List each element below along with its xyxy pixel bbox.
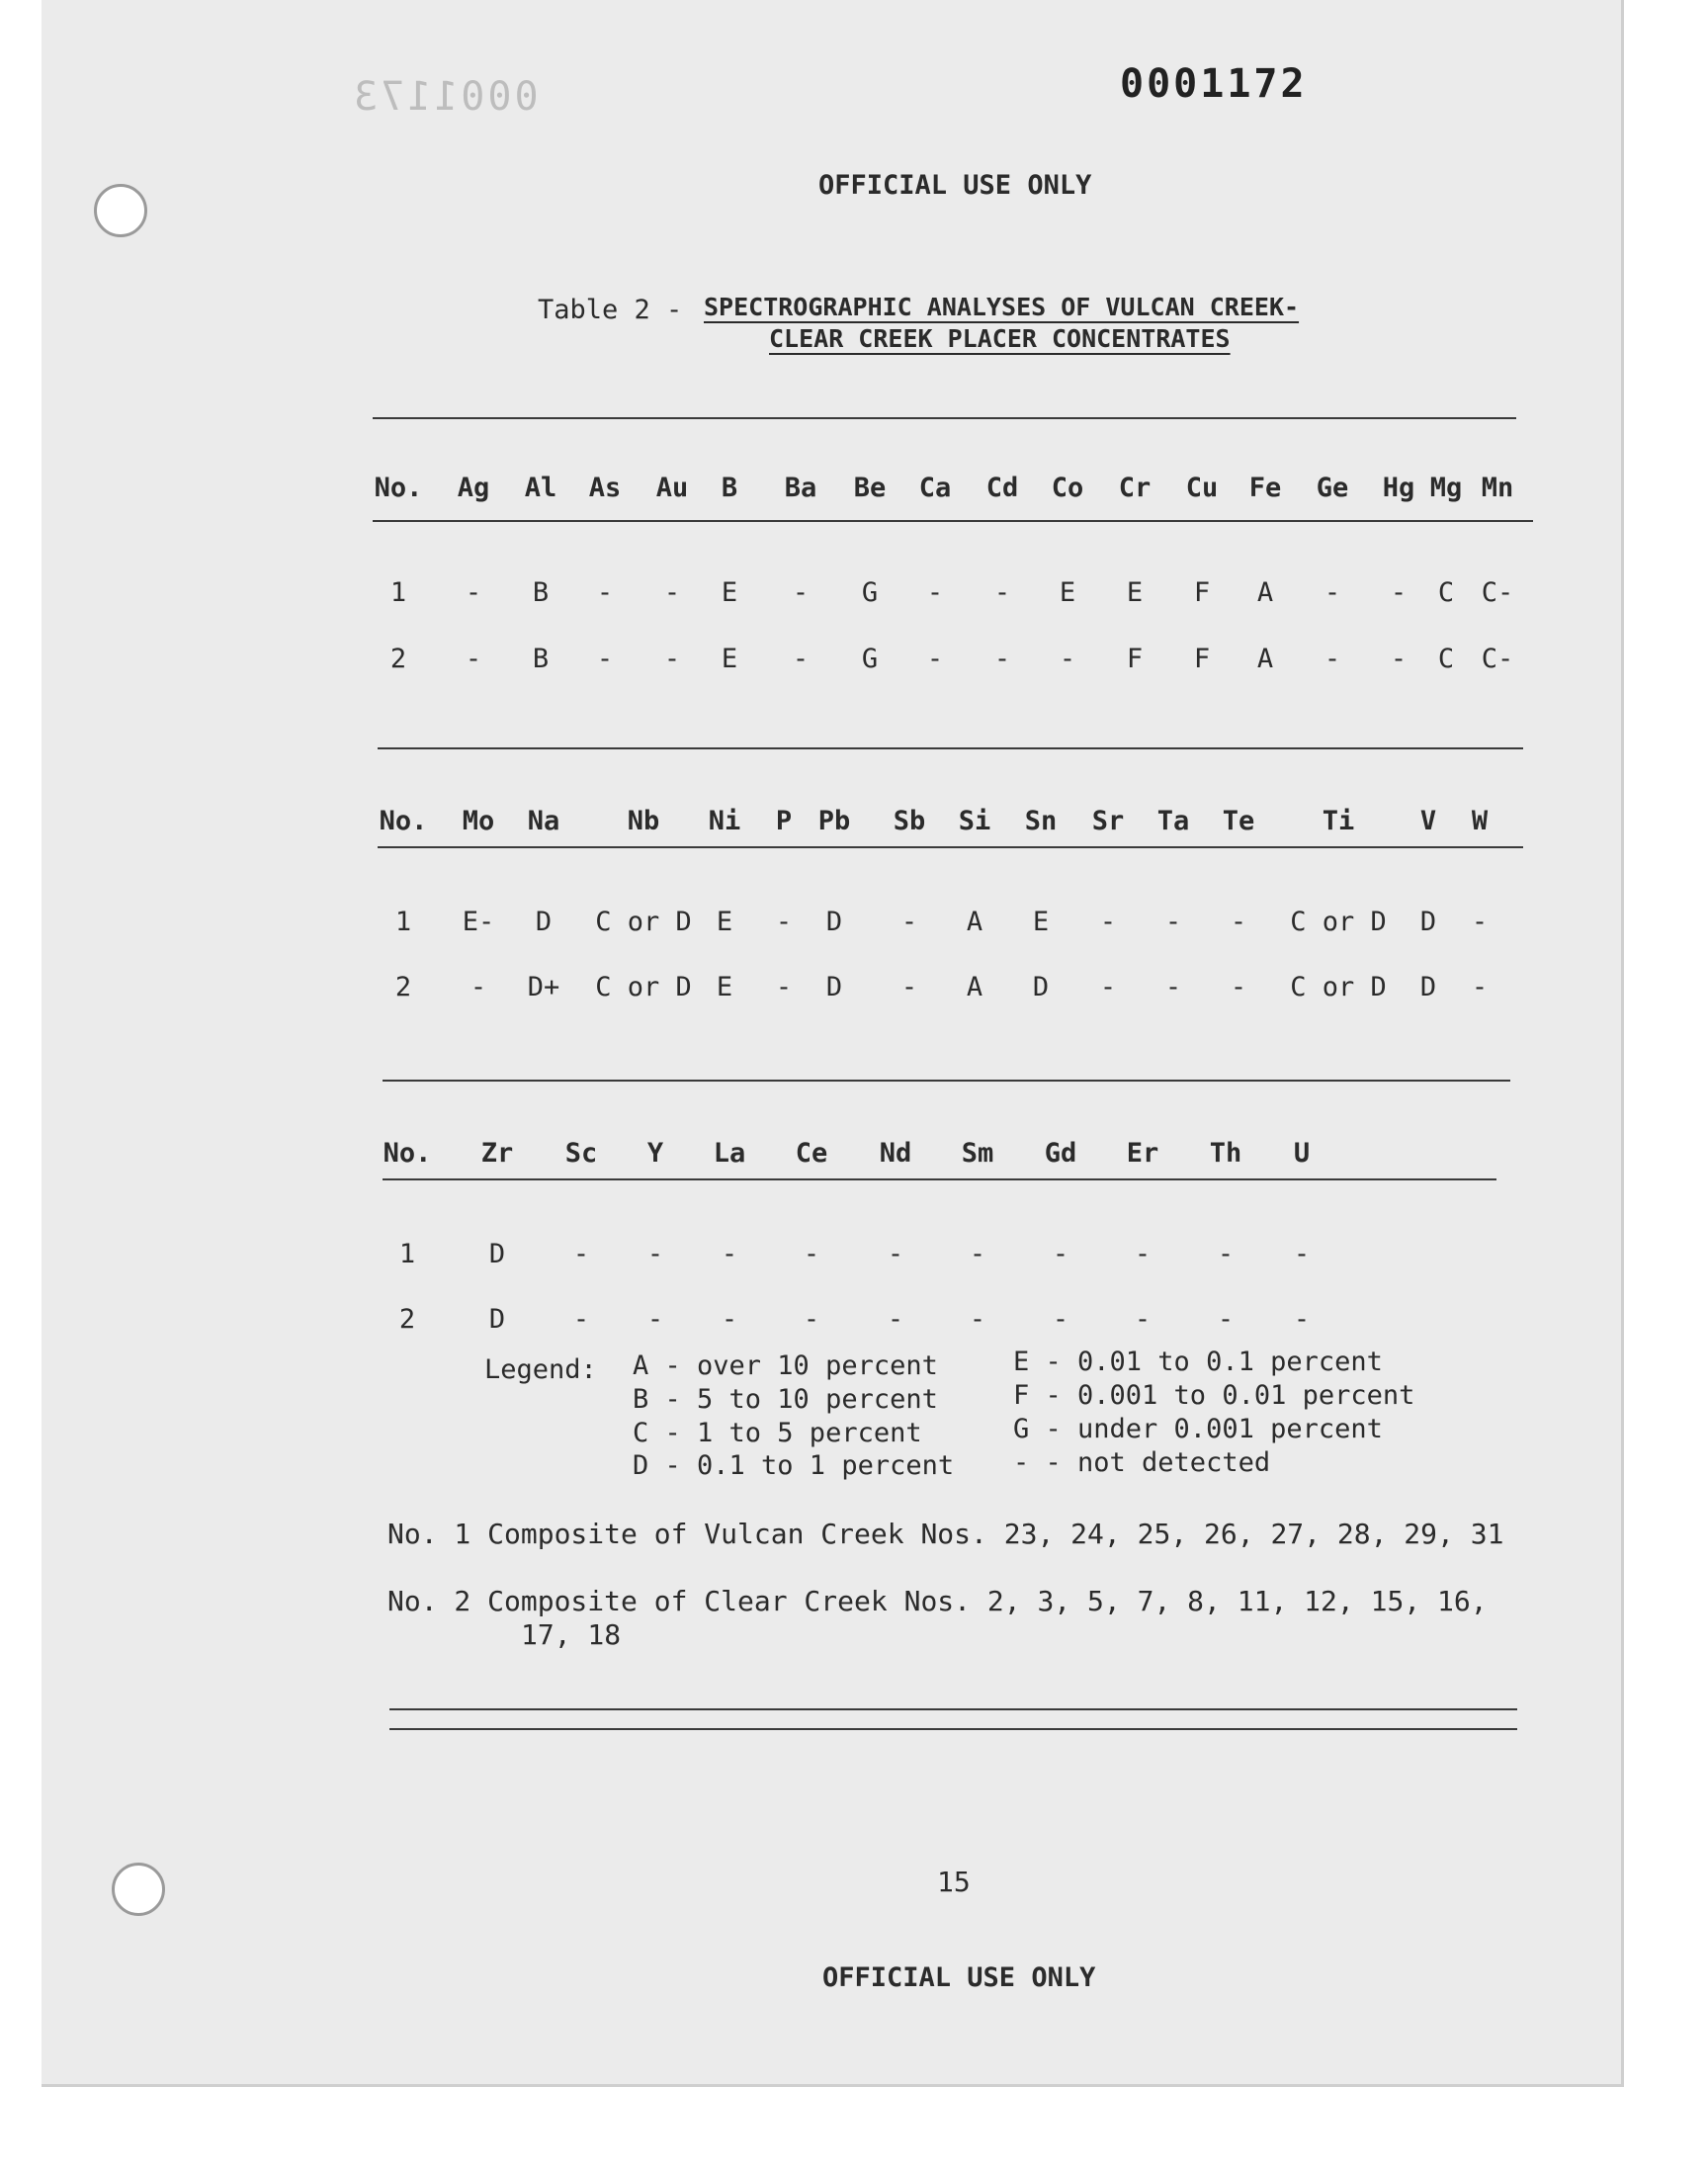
table1-header-rule — [373, 520, 1533, 522]
table3-header-cell: Gd — [1044, 1138, 1077, 1169]
table1-data-cell: F — [1193, 577, 1211, 608]
table3-data-cell: D — [488, 1239, 506, 1269]
table3-data-cell: - — [572, 1239, 590, 1269]
table2-data-cell: - — [1471, 972, 1489, 1002]
table1-data-cell: - — [792, 644, 810, 674]
table2-header-cell: Sn — [1024, 806, 1058, 836]
table1-header-cell: Al — [524, 473, 557, 503]
page-number: 15 — [937, 1866, 971, 1898]
table1-data-cell: - — [663, 644, 681, 674]
table2-header-rule — [378, 846, 1523, 848]
legend-entry-c: C - 1 to 5 percent — [633, 1418, 922, 1448]
table3-data-cell: - — [1217, 1239, 1235, 1269]
table1-data-cell: E — [721, 577, 738, 608]
table1-data-cell: - — [926, 644, 944, 674]
table2-header-cell: Mo — [462, 806, 495, 836]
table2-data-cell: 2 — [394, 972, 412, 1002]
legend-entry-e: E - 0.01 to 0.1 percent — [1013, 1347, 1383, 1377]
table1-header-cell: As — [588, 473, 622, 503]
table2-data-cell: - — [775, 972, 793, 1002]
table1-data-cell: G — [861, 577, 879, 608]
table2-header-cell: V — [1419, 806, 1437, 836]
table3-header-cell: Nd — [879, 1138, 912, 1169]
table3-data-cell: - — [1293, 1239, 1311, 1269]
table2-data-cell: E — [1032, 907, 1050, 937]
table1-header-cell: Hg — [1382, 473, 1415, 503]
table1-data-cell: - — [792, 577, 810, 608]
table3-header-cell: Sc — [564, 1138, 598, 1169]
table2-data-cell: C or D — [595, 972, 692, 1002]
table2-data-cell: - — [1164, 907, 1182, 937]
table1-data-cell: - — [465, 644, 482, 674]
table2-data-cell: - — [900, 907, 918, 937]
note-sample-2-line-1: No. 2 Composite of Clear Creek Nos. 2, 3, 5, 7, 8, 11, 12, 15, 16, — [387, 1585, 1488, 1617]
legend-label: Legend: — [484, 1354, 597, 1385]
table1-data-cell: G — [861, 644, 879, 674]
table2-data-cell: - — [1099, 972, 1117, 1002]
table2-data-cell: D+ — [527, 972, 560, 1002]
table1-header-cell: Fe — [1248, 473, 1282, 503]
table1-data-cell: - — [1324, 577, 1341, 608]
table3-data-cell: 2 — [398, 1304, 416, 1335]
table3-header-cell: No. — [383, 1138, 432, 1169]
table3-data-cell: - — [646, 1304, 664, 1335]
table-title-line-1: SPECTROGRAPHIC ANALYSES OF VULCAN CREEK- — [704, 293, 1300, 321]
table3-data-cell: - — [721, 1239, 738, 1269]
table2-data-cell: C or D — [1290, 907, 1387, 937]
document-number: 0001172 — [1120, 61, 1308, 107]
table2-data-cell: - — [1230, 972, 1247, 1002]
table2-header-cell: No. — [379, 806, 428, 836]
legend-entry-d: D - 0.1 to 1 percent — [633, 1450, 955, 1481]
table1-data-cell: F — [1193, 644, 1211, 674]
table3-data-cell: - — [1217, 1304, 1235, 1335]
table2-header-cell: Na — [527, 806, 560, 836]
table1-data-cell: A — [1256, 644, 1274, 674]
table1-data-cell: - — [465, 577, 482, 608]
table1-data-cell: C- — [1481, 644, 1514, 674]
table2-header-cell: Te — [1222, 806, 1255, 836]
table1-header-cell: Ca — [918, 473, 952, 503]
table3-header-cell: Y — [646, 1138, 664, 1169]
table3-data-cell: - — [969, 1304, 986, 1335]
table3-header-cell: Er — [1126, 1138, 1159, 1169]
table2-header-cell: Ni — [708, 806, 741, 836]
table1-data-cell: F — [1126, 644, 1144, 674]
table1-data-cell: - — [1059, 644, 1076, 674]
table2-header-cell: Ta — [1156, 806, 1190, 836]
table1-data-cell: - — [1390, 577, 1408, 608]
table3-data-cell: D — [488, 1304, 506, 1335]
table3-data-cell: - — [1134, 1239, 1152, 1269]
table1-data-cell: - — [993, 577, 1011, 608]
table3-data-cell: - — [1052, 1304, 1069, 1335]
table2-data-cell: 1 — [394, 907, 412, 937]
table2-data-cell: D — [535, 907, 553, 937]
table3-header-rule — [383, 1178, 1496, 1180]
closing-double-rule-lower — [389, 1728, 1517, 1730]
table3-data-cell: - — [572, 1304, 590, 1335]
table1-data-cell: B — [532, 577, 550, 608]
table1-header-cell: Au — [655, 473, 689, 503]
classification-marking-top: OFFICIAL USE ONLY — [818, 170, 1092, 201]
table2-data-cell: - — [1164, 972, 1182, 1002]
table3-data-cell: - — [969, 1239, 986, 1269]
table1-data-cell: A — [1256, 577, 1274, 608]
table1-data-cell: 1 — [389, 577, 407, 608]
classification-marking-bottom: OFFICIAL USE ONLY — [822, 1962, 1096, 1993]
table-title-prefix: Table 2 - — [538, 295, 683, 325]
table3-header-cell: Sm — [961, 1138, 994, 1169]
table1-data-cell: - — [1390, 644, 1408, 674]
table3-data-cell: - — [646, 1239, 664, 1269]
table1-data-cell: E — [721, 644, 738, 674]
table2-data-cell: C or D — [1290, 972, 1387, 1002]
table2-header-cell: Sr — [1091, 806, 1125, 836]
table1-header-cell: Mn — [1481, 473, 1514, 503]
table1-header-cell: Co — [1051, 473, 1084, 503]
table2-data-cell: - — [1471, 907, 1489, 937]
table2-data-cell: E — [716, 907, 733, 937]
table2-header-cell: Pb — [817, 806, 851, 836]
document-number-bleedthrough: 0001173 — [351, 74, 539, 120]
closing-double-rule-upper — [389, 1708, 1517, 1710]
table3-data-cell: - — [1052, 1239, 1069, 1269]
table2-data-cell: D — [1419, 972, 1437, 1002]
table3-data-cell: 1 — [398, 1239, 416, 1269]
note-sample-1: No. 1 Composite of Vulcan Creek Nos. 23, 24, 25, 26, 27, 28, 29, 31 — [387, 1518, 1504, 1550]
table3-header-cell: Th — [1209, 1138, 1242, 1169]
legend-entry-g: G - under 0.001 percent — [1013, 1414, 1383, 1444]
table1-header-cell: Ag — [457, 473, 490, 503]
table1-data-cell: - — [596, 644, 614, 674]
table1-header-cell: Ba — [784, 473, 817, 503]
table1-data-cell: E — [1126, 577, 1144, 608]
table2-data-cell: E- — [462, 907, 495, 937]
table1-data-cell: - — [993, 644, 1011, 674]
table3-data-cell: - — [887, 1239, 904, 1269]
table2-data-cell: - — [900, 972, 918, 1002]
table2-data-cell: D — [825, 972, 843, 1002]
table2-data-cell: D — [825, 907, 843, 937]
table1-data-cell: 2 — [389, 644, 407, 674]
note-sample-2-line-2: 17, 18 — [521, 1618, 622, 1651]
table2-data-cell: E — [716, 972, 733, 1002]
table1-header-cell: Ge — [1316, 473, 1349, 503]
table3-data-cell: - — [803, 1304, 820, 1335]
table3-data-cell: - — [803, 1239, 820, 1269]
table1-header-cell: B — [721, 473, 738, 503]
table2-header-cell: P — [775, 806, 793, 836]
table3-data-cell: - — [887, 1304, 904, 1335]
table-title-line-2: CLEAR CREEK PLACER CONCENTRATES — [769, 324, 1231, 353]
table3-header-cell: Zr — [480, 1138, 514, 1169]
table2-data-cell: - — [470, 972, 487, 1002]
table2-data-cell: - — [775, 907, 793, 937]
table2-data-cell: C or D — [595, 907, 692, 937]
table1-data-cell: - — [1324, 644, 1341, 674]
table2-data-cell: D — [1032, 972, 1050, 1002]
table3-top-rule — [383, 1080, 1510, 1082]
table3-data-cell: - — [1293, 1304, 1311, 1335]
table3-header-cell: Ce — [795, 1138, 828, 1169]
table3-header-cell: U — [1293, 1138, 1311, 1169]
table1-data-cell: C — [1437, 577, 1455, 608]
table1-header-cell: Mg — [1429, 473, 1463, 503]
table3-data-cell: - — [721, 1304, 738, 1335]
table2-top-rule — [378, 747, 1523, 749]
table1-header-cell: Cr — [1118, 473, 1152, 503]
table2-header-cell: Si — [958, 806, 991, 836]
table1-header-cell: Be — [853, 473, 887, 503]
legend-entry-b: B - 5 to 10 percent — [633, 1384, 938, 1415]
table2-header-cell: W — [1471, 806, 1489, 836]
table3-data-cell: - — [1134, 1304, 1152, 1335]
table2-data-cell: - — [1230, 907, 1247, 937]
legend-entry-not-detected: - - not detected — [1013, 1447, 1271, 1478]
table1-data-cell: C- — [1481, 577, 1514, 608]
table2-header-cell: Sb — [893, 806, 926, 836]
table2-data-cell: A — [966, 907, 983, 937]
table1-data-cell: - — [596, 577, 614, 608]
table1-header-cell: No. — [374, 473, 423, 503]
table2-data-cell: D — [1419, 907, 1437, 937]
table1-data-cell: - — [663, 577, 681, 608]
table1-top-rule — [373, 417, 1516, 419]
table1-data-cell: - — [926, 577, 944, 608]
table1-data-cell: C — [1437, 644, 1455, 674]
table1-data-cell: E — [1059, 577, 1076, 608]
table2-data-cell: A — [966, 972, 983, 1002]
table1-data-cell: B — [532, 644, 550, 674]
table1-header-cell: Cd — [985, 473, 1019, 503]
punch-hole-top — [94, 184, 147, 237]
legend-entry-f: F - 0.001 to 0.01 percent — [1013, 1380, 1415, 1411]
table3-header-cell: La — [713, 1138, 746, 1169]
legend-entry-a: A - over 10 percent — [633, 1350, 938, 1381]
table2-header-cell: Ti — [1322, 806, 1355, 836]
punch-hole-bottom — [112, 1863, 165, 1916]
table2-data-cell: - — [1099, 907, 1117, 937]
table2-header-cell: Nb — [627, 806, 660, 836]
table1-header-cell: Cu — [1185, 473, 1219, 503]
